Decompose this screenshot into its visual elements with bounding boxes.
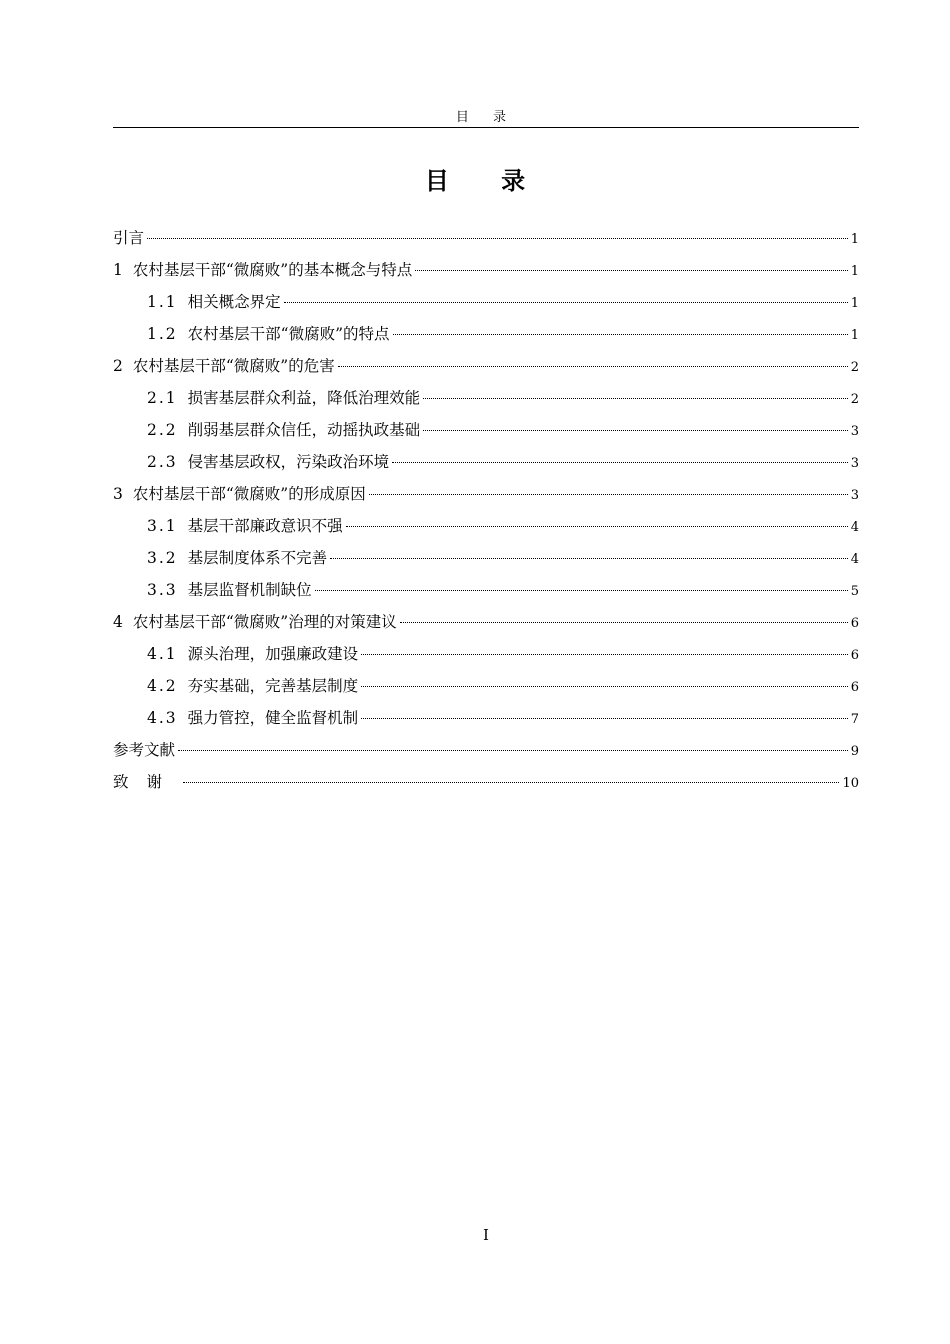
running-header: 目 录 — [455, 110, 517, 125]
dot-leader — [423, 430, 848, 431]
toc-entry-title: 农村基层干部“微腐败”治理的对策建议 — [132, 613, 397, 631]
toc-entry-title: 基层干部廉政意识不强 — [187, 517, 343, 535]
toc-entry-title: 削弱基层群众信任，动摇执政基础 — [187, 421, 421, 439]
dot-leader — [361, 654, 848, 655]
toc-entry-title: 参考文献 — [113, 741, 176, 759]
toc-entry-page: 2 — [850, 360, 859, 375]
dot-leader — [330, 558, 848, 559]
table-of-contents — [113, 222, 859, 798]
toc-entry[interactable] — [113, 286, 859, 318]
dot-leader — [315, 590, 848, 591]
toc-entry[interactable] — [113, 638, 859, 670]
toc-entry-title: 损害基层群众利益，降低治理效能 — [187, 389, 421, 407]
toc-entry[interactable] — [113, 766, 859, 798]
dot-leader — [361, 718, 848, 719]
dot-leader — [183, 782, 839, 783]
dot-leader — [415, 270, 847, 271]
header-rule — [113, 127, 859, 128]
toc-entry[interactable] — [113, 702, 859, 734]
toc-entry-number: 1 — [113, 261, 123, 279]
toc-entry-title: 农村基层干部“微腐败”的形成原因 — [132, 485, 366, 503]
dot-leader — [423, 398, 848, 399]
toc-entry-page: 5 — [850, 584, 859, 599]
toc-entry[interactable] — [113, 414, 859, 446]
toc-entry-number: 4.3 — [147, 709, 178, 727]
toc-entry-number: 4.2 — [147, 677, 178, 695]
toc-entry-title: 相关概念界定 — [187, 293, 281, 311]
toc-entry-page: 1 — [850, 328, 859, 343]
dot-leader — [361, 686, 848, 687]
dot-leader — [147, 238, 848, 239]
toc-entry-page: 1 — [850, 232, 859, 247]
toc-entry-title: 农村基层干部“微腐败”的特点 — [187, 325, 390, 343]
toc-entry-number: 1.1 — [147, 293, 178, 311]
toc-entry[interactable] — [113, 446, 859, 478]
toc-entry[interactable] — [113, 670, 859, 702]
toc-entry[interactable] — [113, 222, 859, 254]
toc-entry-page: 10 — [842, 776, 859, 791]
toc-entry-title: 基层制度体系不完善 — [187, 549, 328, 567]
toc-entry-page: 6 — [850, 680, 859, 695]
toc-entry-page: 9 — [850, 744, 859, 759]
toc-entry-number: 4.1 — [147, 645, 178, 663]
toc-entry[interactable] — [113, 478, 859, 510]
toc-entry-page: 3 — [850, 456, 859, 471]
toc-entry-page: 6 — [850, 648, 859, 663]
toc-entry-page: 4 — [850, 520, 859, 535]
toc-entry[interactable] — [113, 574, 859, 606]
toc-entry-page: 3 — [850, 424, 859, 439]
toc-entry-title: 致谢 — [113, 773, 181, 791]
toc-entry-number: 2 — [113, 357, 123, 375]
toc-entry-number: 4 — [113, 613, 123, 631]
toc-entry-number: 2.2 — [147, 421, 178, 439]
dot-leader — [178, 750, 848, 751]
dot-leader — [369, 494, 848, 495]
toc-entry-page: 1 — [850, 264, 859, 279]
toc-entry-title: 侵害基层政权，污染政治环境 — [187, 453, 390, 471]
toc-entry[interactable] — [113, 318, 859, 350]
toc-entry-number: 2.1 — [147, 389, 178, 407]
toc-entry-page: 2 — [850, 392, 859, 407]
toc-entry-number: 1.2 — [147, 325, 178, 343]
toc-entry-number: 3.1 — [147, 517, 178, 535]
toc-entry[interactable] — [113, 542, 859, 574]
toc-entry[interactable] — [113, 350, 859, 382]
dot-leader — [338, 366, 848, 367]
page-number: I — [483, 1226, 489, 1244]
toc-entry-title: 引言 — [113, 229, 145, 247]
dot-leader — [346, 526, 848, 527]
toc-entry-title: 夯实基础，完善基层制度 — [187, 677, 359, 695]
toc-entry-page: 3 — [850, 488, 859, 503]
dot-leader — [400, 622, 848, 623]
toc-entry-title: 农村基层干部“微腐败”的危害 — [132, 357, 335, 375]
dot-leader — [392, 462, 848, 463]
toc-entry-number: 3.3 — [147, 581, 178, 599]
toc-entry[interactable] — [113, 382, 859, 414]
dot-leader — [284, 302, 848, 303]
toc-title: 目 录 — [424, 167, 548, 195]
toc-entry-title: 基层监督机制缺位 — [187, 581, 312, 599]
toc-entry-page: 7 — [850, 712, 859, 727]
toc-entry[interactable] — [113, 510, 859, 542]
toc-entry[interactable] — [113, 734, 859, 766]
toc-entry[interactable] — [113, 606, 859, 638]
toc-entry-number: 3.2 — [147, 549, 178, 567]
toc-entry-title: 农村基层干部“微腐败”的基本概念与特点 — [132, 261, 413, 279]
toc-entry-page: 1 — [850, 296, 859, 311]
toc-entry-title: 源头治理，加强廉政建设 — [187, 645, 359, 663]
toc-entry[interactable] — [113, 254, 859, 286]
toc-entry-title: 强力管控，健全监督机制 — [187, 709, 359, 727]
toc-entry-number: 3 — [113, 485, 123, 503]
dot-leader — [393, 334, 848, 335]
toc-entry-number: 2.3 — [147, 453, 178, 471]
toc-entry-page: 6 — [850, 616, 859, 631]
toc-entry-page: 4 — [850, 552, 859, 567]
